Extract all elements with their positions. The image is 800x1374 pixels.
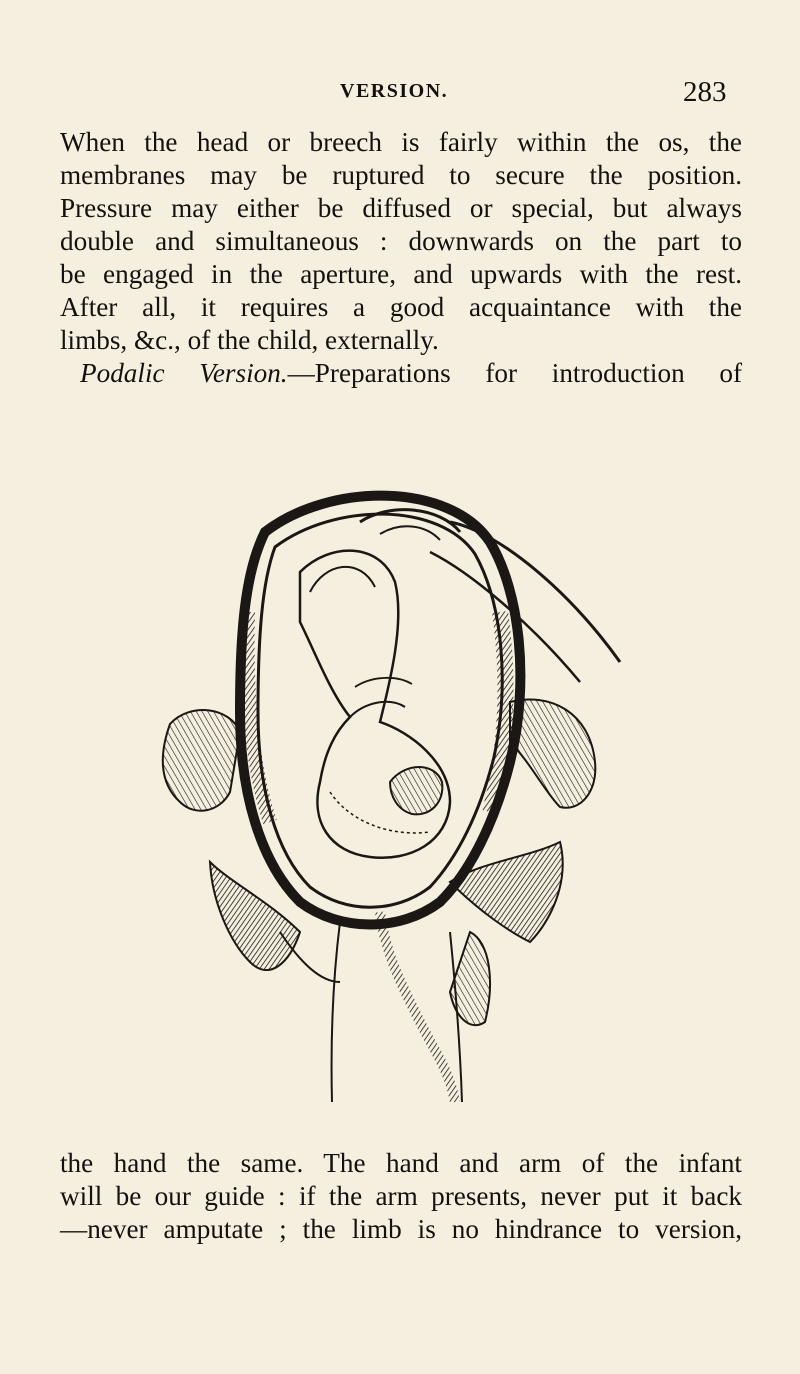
paragraph-line: membranes may be ruptured to secure the position. (60, 160, 742, 190)
running-head-title: VERSION. (340, 80, 449, 102)
section-heading: Podalic Version. (80, 358, 288, 388)
paragraph-line: will be our guide : if the arm presents, never put it back (60, 1181, 742, 1211)
paragraph-line: —never amputate ; the limb is no hindrance to version, (60, 1214, 742, 1244)
page-number: 283 (683, 76, 727, 108)
bottom-paragraph (60, 1147, 742, 1246)
section-line (60, 357, 742, 390)
birth-canal (280, 912, 462, 1102)
paragraph-line: limbs, &c., of the child, externally. (60, 325, 439, 355)
paragraph-line: be engaged in the aperture, and upwards with the rest. (60, 259, 742, 289)
paragraph-line: When the head or breech is fairly within the os, the (60, 127, 742, 157)
paragraph-line: the hand the same. The hand and arm of the infant (60, 1148, 742, 1178)
paragraph-line: Pressure may either be diffused or special, but always (60, 193, 742, 223)
top-paragraph (60, 126, 742, 390)
paragraph-line: double and simultaneous : downwards on the part to (60, 226, 742, 256)
section-text: —Preparations for introduction of (287, 358, 742, 388)
paragraph-line: After all, it requires a good acquaintance with the (60, 292, 742, 322)
fetus (300, 551, 450, 858)
illustration-svg (150, 462, 630, 1112)
running-head (0, 76, 800, 112)
anatomical-illustration (150, 462, 630, 1112)
